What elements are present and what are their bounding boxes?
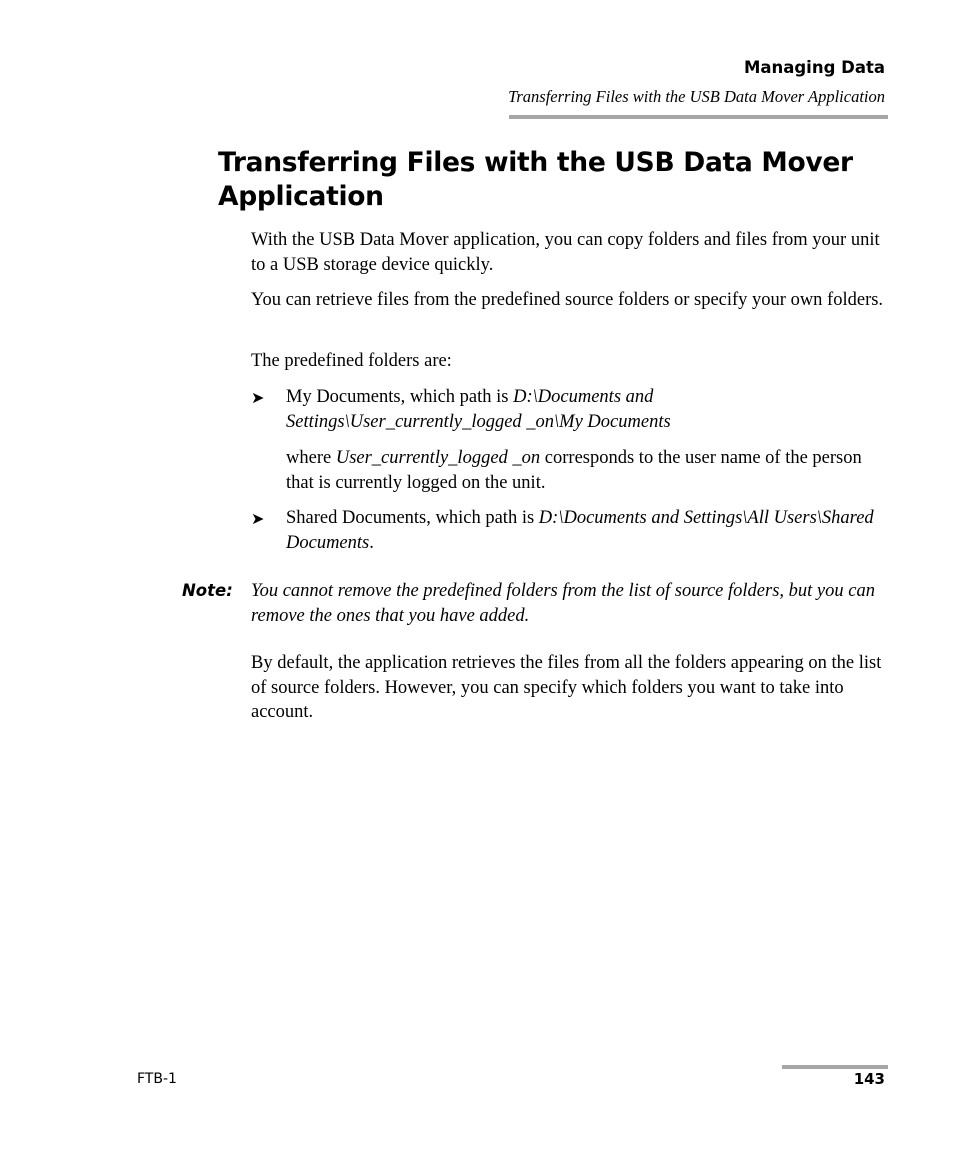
where-pre: where [286,448,336,468]
bullet-item-my-documents [286,385,891,434]
path-text: D:\Documents and Settings\All Users\Shared Documents [286,508,874,553]
header-rule [509,115,888,119]
note-text: You cannot remove the predefined folders from the list of source folders, but you can remove the ones that you have added. [251,581,875,626]
bullet-text: My Documents, which path is [286,387,514,407]
running-header-section: Managing Data [743,58,885,77]
note-label: Note: [182,581,233,600]
page-title: Transferring Files with the USB Data Mover Application [218,147,853,212]
intro-paragraph: With the USB Data Mover application, you can copy folders and files from your unit to a USB storage device quickly. [251,230,880,275]
default-paragraph: By default, the application retrieves the files from all the folders appearing on the list of source folders. However, you can specify which folders you want to take into account. [251,653,882,722]
bullet-where-paragraph [286,446,891,495]
predefined-paragraph: The predefined folders are: [251,351,452,371]
footer-rule [782,1065,888,1069]
page-number: 143 [853,1070,885,1088]
where-post: corresponds to the user name of the person that is currently logged on the unit. [286,448,862,493]
bullet-text: Shared Documents, which path is [286,508,539,528]
running-header-subsection: Transferring Files with the USB Data Mover Application [508,87,885,106]
bullet-arrow-icon: ➤ [251,390,265,407]
bullet-end: . [369,532,374,553]
bullet-item-shared-documents [286,506,891,555]
bullet-arrow-icon: ➤ [251,511,265,528]
path-text: D:\Documents and Settings\User_currently_logged _on\My Documents [286,387,671,432]
retrieve-paragraph: You can retrieve files from the predefined source folders or specify your own folders. [251,290,884,310]
where-variable: User_currently_logged _on [335,448,541,468]
footer-product: FTB-1 [137,1071,177,1087]
